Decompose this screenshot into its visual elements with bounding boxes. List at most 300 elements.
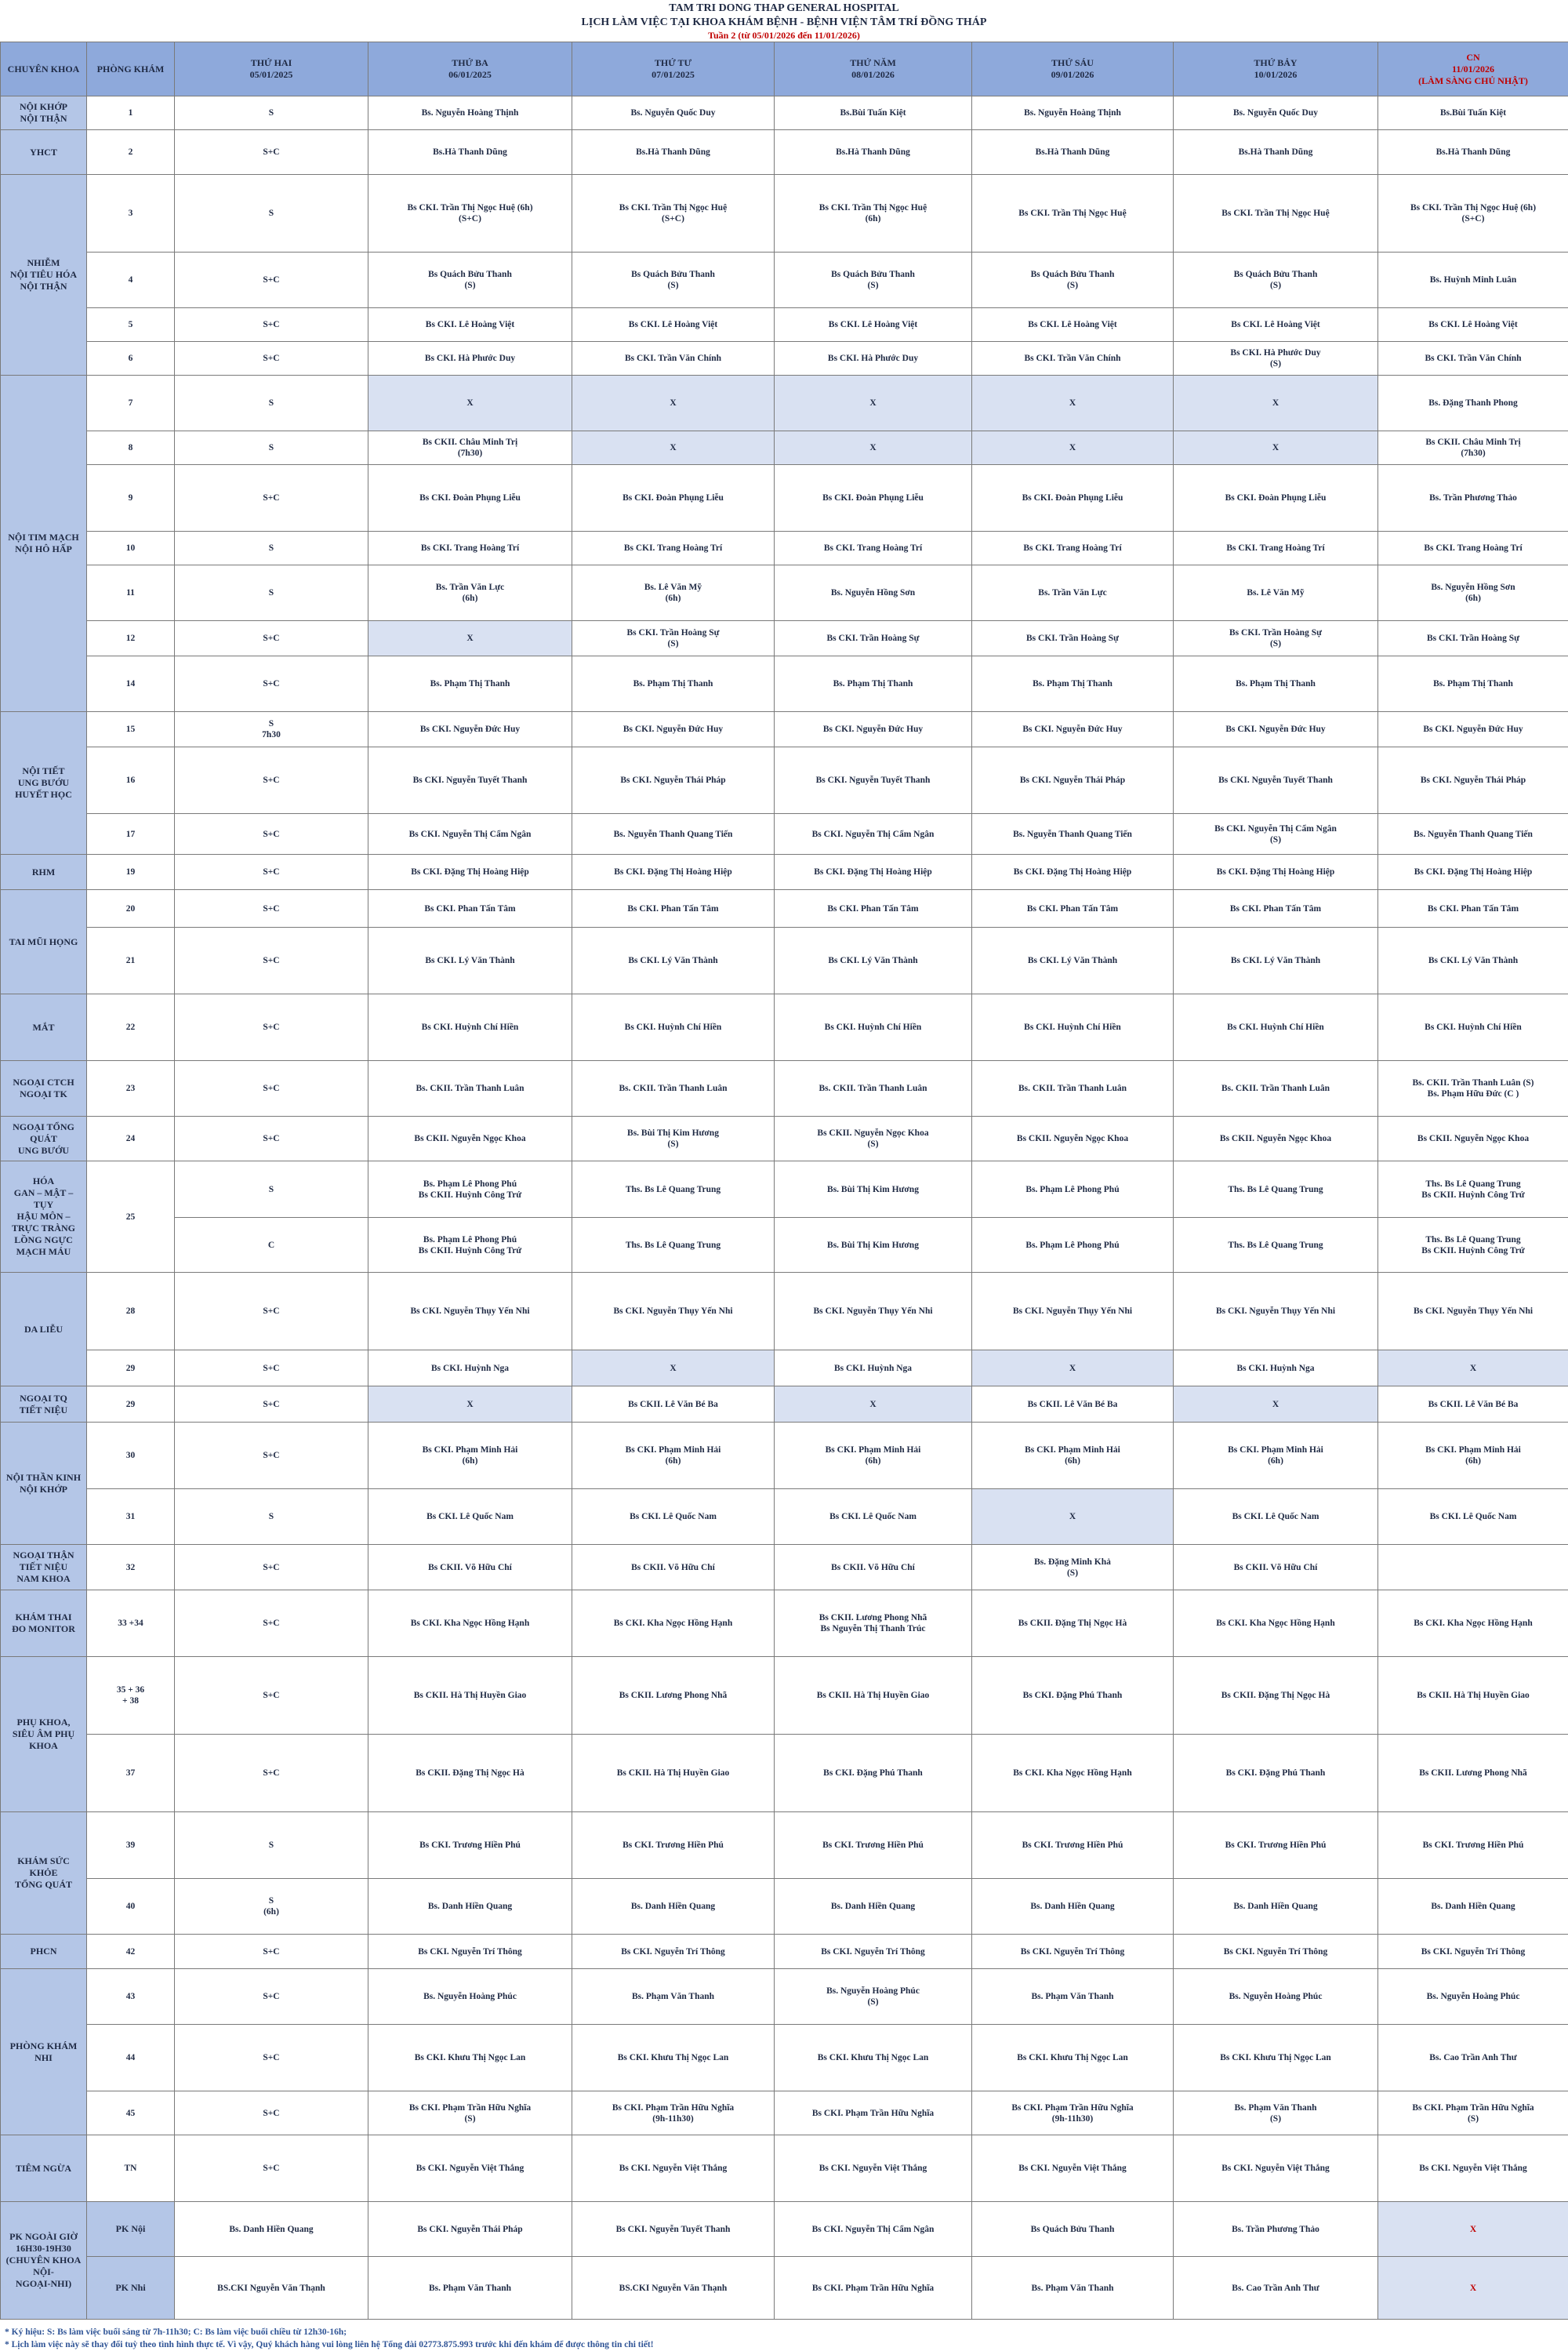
doctor-cell: Bs Quách Bửu Thanh (S) xyxy=(572,253,775,308)
doctor-cell: Bs CKI. Nguyễn Việt Thắng xyxy=(775,2135,972,2202)
col-day-mon xyxy=(175,42,368,96)
room-number: 31 xyxy=(87,1489,175,1545)
table-row xyxy=(1,1545,1568,1590)
doctor-cell: Bs CKI. Nguyễn Thụy Yến Nhi xyxy=(1378,1273,1568,1350)
doctor-cell: BS.CKI Nguyễn Văn Thạnh xyxy=(572,2257,775,2320)
doctor-cell: Bs CKI. Trần Hoàng Sự xyxy=(972,621,1174,656)
shift-code: S (6h) xyxy=(175,1879,368,1935)
doctor-cell: Bs CKII. Hà Thị Huyền Giao xyxy=(572,1735,775,1812)
legend-change-note: * Lịch làm việc này sẽ thay đổi tuỳ theo tình hình thực tế. Vì vậy, Quý khách hàng vui lòng liên hệ Tổng đài 02773.875.993 trước khi đến khám để được thông tin chi tiết! xyxy=(5,2338,1563,2351)
table-row xyxy=(1,1273,1568,1350)
doctor-cell: Bs CKI. Hà Phước Duy (S) xyxy=(1174,342,1378,376)
doctor-cell: Bs Quách Bửu Thanh xyxy=(972,2202,1174,2257)
shift-code: S 7h30 xyxy=(175,712,368,747)
shift-code: S xyxy=(175,1161,368,1218)
room-number: 19 xyxy=(87,855,175,890)
table-row xyxy=(1,1935,1568,1969)
shift-code: S+C xyxy=(175,1935,368,1969)
doctor-cell: Bs CKII. Hà Thị Huyền Giao xyxy=(775,1657,972,1735)
specialty-cell: DA LIỄU xyxy=(1,1273,87,1386)
shift-code: S+C xyxy=(175,855,368,890)
specialty-cell: PHỤ KHOA, SIÊU ÂM PHỤ KHOA xyxy=(1,1657,87,1812)
doctor-cell: Bs. Đặng Thanh Phong xyxy=(1378,376,1568,431)
shift-code: S+C xyxy=(175,2135,368,2202)
doctor-cell: Bs CKI. Phạm Minh Hải (6h) xyxy=(368,1423,572,1489)
shift-code: S+C xyxy=(175,2025,368,2091)
doctor-cell: Bs CKI. Trương Hiền Phú xyxy=(368,1812,572,1879)
shift-code: S+C xyxy=(175,747,368,814)
doctor-cell: Bs CKI. Nguyễn Đức Huy xyxy=(775,712,972,747)
doctor-cell: Bs. Phạm Thị Thanh xyxy=(775,656,972,712)
doctor-cell: Bs. Nguyễn Hoàng Thịnh xyxy=(972,96,1174,130)
doctor-cell: Bs CKI. Phạm Minh Hải (6h) xyxy=(572,1423,775,1489)
doctor-cell: Bs CKI. Đặng Thị Hoàng Hiệp xyxy=(572,855,775,890)
doctor-cell: Bs. Nguyễn Thanh Quang Tiến xyxy=(1378,814,1568,855)
doctor-cell: Bs CKI. Nguyễn Đức Huy xyxy=(1378,712,1568,747)
doctor-cell: Bs CKII. Hà Thị Huyền Giao xyxy=(1378,1657,1568,1735)
doctor-cell: Bs. Bùi Thị Kim Hương (S) xyxy=(572,1117,775,1161)
col-day-tue xyxy=(368,42,572,96)
specialty-cell: KHÁM THAI ĐO MONITOR xyxy=(1,1590,87,1657)
room-number: 30 xyxy=(87,1423,175,1489)
doctor-cell: Bs. Đặng Minh Khả (S) xyxy=(972,1545,1174,1590)
shift-code: S+C xyxy=(175,621,368,656)
day-name: THỨ NĂM xyxy=(777,57,969,69)
doctor-cell: Bs. CKII. Trần Thanh Luân xyxy=(775,1061,972,1117)
doctor-cell: Bs CKI. Huỳnh Chí Hiền xyxy=(368,994,572,1061)
table-row xyxy=(1,2202,1568,2257)
doctor-cell: Bs CKII. Lương Phong Nhã Bs Nguyễn Thị Thanh Trúc xyxy=(775,1590,972,1657)
room-number: 2 xyxy=(87,130,175,175)
room-number: 42 xyxy=(87,1935,175,1969)
doctor-cell: Bs CKI. Phạm Trần Hữu Nghĩa xyxy=(775,2091,972,2135)
doctor-cell: Bs. CKII. Trần Thanh Luân (S) Bs. Phạm Hữu Đức (C ) xyxy=(1378,1061,1568,1117)
doctor-cell: Bs CKI. Nguyễn Trí Thông xyxy=(368,1935,572,1969)
doctor-cell: Bs CKII. Hà Thị Huyền Giao xyxy=(368,1657,572,1735)
doctor-cell: Bs CKI. Lê Hoàng Việt xyxy=(972,308,1174,342)
col-day-fri xyxy=(972,42,1174,96)
doctor-cell: Bs CKI. Kha Ngọc Hồng Hạnh xyxy=(972,1735,1174,1812)
table-row xyxy=(1,1061,1568,1117)
doctor-cell: Bs CKI. Phạm Trần Hữu Nghĩa (9h-11h30) xyxy=(972,2091,1174,2135)
doctor-cell: Bs CKI. Nguyễn Thị Cẩm Ngân xyxy=(775,814,972,855)
doctor-cell: Bs CKI. Trần Hoàng Sự (S) xyxy=(572,621,775,656)
doctor-cell: X xyxy=(572,376,775,431)
table-row xyxy=(1,2025,1568,2091)
specialty-cell: MẮT xyxy=(1,994,87,1061)
table-row xyxy=(1,1423,1568,1489)
doctor-cell: Bs CKI. Khưu Thị Ngọc Lan xyxy=(775,2025,972,2091)
doctor-cell: Bs CKI. Phan Tấn Tâm xyxy=(572,890,775,928)
room-number: 37 xyxy=(87,1735,175,1812)
doctor-cell: Bs CKI. Nguyễn Thị Cẩm Ngân xyxy=(368,814,572,855)
room-number: 20 xyxy=(87,890,175,928)
doctor-cell: Bs CKI. Đặng Thị Hoàng Hiệp xyxy=(1174,855,1378,890)
doctor-cell: Bs CKII. Nguyễn Ngọc Khoa (S) xyxy=(775,1117,972,1161)
table-row xyxy=(1,1812,1568,1879)
doctor-cell: X xyxy=(775,1386,972,1423)
doctor-cell: Bs CKII. Nguyễn Ngọc Khoa xyxy=(1174,1117,1378,1161)
doctor-cell: Bs. Trần Văn Lực xyxy=(972,565,1174,621)
legend-shift-note: * Ký hiệu: S: Bs làm việc buổi sáng từ 7h-11h30; C: Bs làm việc buổi chiều từ 12h30-16h; xyxy=(5,2326,1563,2338)
doctor-cell: Bs CKI. Nguyễn Việt Thắng xyxy=(572,2135,775,2202)
doctor-cell: Bs. Danh Hiền Quang xyxy=(572,1879,775,1935)
doctor-cell: Bs CKI. Nguyễn Thụy Yến Nhi xyxy=(1174,1273,1378,1350)
shift-code: S+C xyxy=(175,1735,368,1812)
doctor-cell: Bs. Phạm Thị Thanh xyxy=(1378,656,1568,712)
doctor-cell: Bs CKI. Trần Văn Chính xyxy=(572,342,775,376)
doctor-cell: Bs CKI. Nguyễn Thị Cẩm Ngân (S) xyxy=(1174,814,1378,855)
table-row xyxy=(1,308,1568,342)
doctor-cell: Bs CKII. Châu Minh Trị (7h30) xyxy=(368,431,572,465)
doctor-cell: Bs CKI. Trần Văn Chính xyxy=(1378,342,1568,376)
room-number: TN xyxy=(87,2135,175,2202)
doctor-cell: Bs.Bùi Tuấn Kiệt xyxy=(775,96,972,130)
doctor-cell: Bs CKI. Huỳnh Chí Hiền xyxy=(972,994,1174,1061)
doctor-cell: Bs CKI. Trương Hiền Phú xyxy=(572,1812,775,1879)
doctor-cell: Bs. Danh Hiền Quang xyxy=(972,1879,1174,1935)
doctor-cell: Bs CKI. Trang Hoàng Trí xyxy=(1378,532,1568,565)
doctor-cell: Bs CKI. Lê Hoàng Việt xyxy=(1378,308,1568,342)
doctor-cell: X xyxy=(572,1350,775,1386)
shift-code: S xyxy=(175,565,368,621)
room-number: 16 xyxy=(87,747,175,814)
doctor-cell: Bs CKI. Lê Quốc Nam xyxy=(368,1489,572,1545)
room-number: 7 xyxy=(87,376,175,431)
shift-code: S+C xyxy=(175,1350,368,1386)
shift-code: S+C xyxy=(175,1386,368,1423)
shift-code: S+C xyxy=(175,308,368,342)
table-row xyxy=(1,712,1568,747)
specialty-cell: PK NGOÀI GIỜ 16H30-19H30 (CHUYÊN KHOA NỘI- NGOẠI-NHI) xyxy=(1,2202,87,2320)
doctor-cell: Bs CKII. Đặng Thị Ngọc Hà xyxy=(972,1590,1174,1657)
doctor-cell: Bs. Phạm Văn Thanh xyxy=(572,1969,775,2025)
doctor-cell: Bs CKII. Võ Hữu Chí xyxy=(572,1545,775,1590)
doctor-cell: Bs CKII. Đặng Thị Ngọc Hà xyxy=(1174,1657,1378,1735)
doctor-cell: Bs CKI. Đoàn Phụng Liễu xyxy=(972,465,1174,532)
room-number: 11 xyxy=(87,565,175,621)
specialty-cell: NỘI THẦN KINH NỘI KHỚP xyxy=(1,1423,87,1545)
doctor-cell: Bs CKII. Lương Phong Nhã xyxy=(1378,1735,1568,1812)
doctor-cell: X xyxy=(572,431,775,465)
doctor-cell: Bs CKI. Nguyễn Thái Pháp xyxy=(368,2202,572,2257)
clinic-cell: PK Nhi xyxy=(87,2257,175,2320)
table-row xyxy=(1,890,1568,928)
doctor-cell: Bs. Phạm Văn Thanh (S) xyxy=(1174,2091,1378,2135)
week-range: Tuần 2 (từ 05/01/2026 đến 11/01/2026) xyxy=(0,30,1568,42)
table-row xyxy=(1,1489,1568,1545)
doctor-cell: Bs. CKII. Trần Thanh Luân xyxy=(368,1061,572,1117)
table-row xyxy=(1,621,1568,656)
shift-code: S+C xyxy=(175,1273,368,1350)
specialty-cell: NGOẠI TỔNG QUÁT UNG BƯỚU xyxy=(1,1117,87,1161)
shift-code: S+C xyxy=(175,342,368,376)
doctor-cell: Bs. Bùi Thị Kim Hương xyxy=(775,1218,972,1273)
doctor-cell: Ths. Bs Lê Quang Trung xyxy=(572,1161,775,1218)
doctor-cell: Bs CKI. Trần Thị Ngọc Huệ xyxy=(1174,175,1378,253)
doctor-cell: Bs. Phạm Thị Thanh xyxy=(572,656,775,712)
specialty-cell: NỘI TIM MẠCH NỘI HÔ HẤP xyxy=(1,376,87,712)
doctor-cell: Bs CKI. Đoàn Phụng Liễu xyxy=(368,465,572,532)
shift-code: S xyxy=(175,96,368,130)
day-name: THỨ HAI xyxy=(177,57,365,69)
table-row xyxy=(1,994,1568,1061)
doctor-cell: Bs.Hà Thanh Dũng xyxy=(972,130,1174,175)
doctor-cell: Bs.Hà Thanh Dũng xyxy=(368,130,572,175)
doctor-cell: Bs CKI. Lý Văn Thành xyxy=(775,928,972,994)
doctor-cell: Bs CKI. Phạm Trần Hữu Nghĩa (S) xyxy=(1378,2091,1568,2135)
room-number: 28 xyxy=(87,1273,175,1350)
doctor-cell: Bs.Hà Thanh Dũng xyxy=(1378,130,1568,175)
room-number: 1 xyxy=(87,96,175,130)
doctor-cell: Bs CKI. Trần Thị Ngọc Huệ (S+C) xyxy=(572,175,775,253)
doctor-cell: Bs. Danh Hiền Quang xyxy=(175,2202,368,2257)
shift-code: S+C xyxy=(175,1061,368,1117)
legend xyxy=(0,2320,1568,2351)
table-row xyxy=(1,96,1568,130)
doctor-cell: Bs. Huỳnh Minh Luân xyxy=(1378,253,1568,308)
doctor-cell: Bs. Danh Hiền Quang xyxy=(1174,1879,1378,1935)
doctor-cell: Bs. Phạm Lê Phong Phú Bs CKII. Huỳnh Công Trứ xyxy=(368,1161,572,1218)
doctor-cell: Bs CKI. Đặng Phú Thanh xyxy=(1174,1735,1378,1812)
table-row xyxy=(1,431,1568,465)
doctor-cell: Bs CKI. Trang Hoàng Trí xyxy=(368,532,572,565)
doctor-cell: Bs CKI. Kha Ngọc Hồng Hạnh xyxy=(572,1590,775,1657)
doctor-cell: Bs CKI. Đặng Thị Hoàng Hiệp xyxy=(972,855,1174,890)
doctor-cell: Bs CKII. Lê Văn Bé Ba xyxy=(572,1386,775,1423)
doctor-cell: Bs. Lê Văn Mỹ (6h) xyxy=(572,565,775,621)
col-specialty: CHUYÊN KHOA xyxy=(1,42,87,96)
doctor-cell: Bs Quách Bửu Thanh (S) xyxy=(368,253,572,308)
doctor-cell: Bs CKI. Đặng Thị Hoàng Hiệp xyxy=(368,855,572,890)
table-row xyxy=(1,465,1568,532)
doctor-cell: Bs. Phạm Thị Thanh xyxy=(368,656,572,712)
doctor-cell: Bs CKI. Nguyễn Thụy Yến Nhi xyxy=(368,1273,572,1350)
doctor-cell: Bs CKI. Huỳnh Chí Hiền xyxy=(1378,994,1568,1061)
doctor-cell: Bs CKII. Nguyễn Ngọc Khoa xyxy=(1378,1117,1568,1161)
doctor-cell: X xyxy=(1174,376,1378,431)
doctor-cell: Bs.Hà Thanh Dũng xyxy=(1174,130,1378,175)
doctor-cell: Bs. Nguyễn Quốc Duy xyxy=(572,96,775,130)
doctor-cell: Bs CKI. Nguyễn Tuyết Thanh xyxy=(1174,747,1378,814)
table-row xyxy=(1,253,1568,308)
doctor-cell: Bs CKI. Phạm Trần Hữu Nghĩa xyxy=(775,2257,972,2320)
room-number: 32 xyxy=(87,1545,175,1590)
doctor-cell: Bs. Trần Phương Thảo xyxy=(1378,465,1568,532)
doctor-cell: Bs CKII. Võ Hữu Chí xyxy=(1174,1545,1378,1590)
table-row xyxy=(1,1350,1568,1386)
doctor-cell: Bs. Nguyễn Hồng Sơn xyxy=(775,565,972,621)
specialty-cell: TAI MŨI HỌNG xyxy=(1,890,87,994)
doctor-cell: Bs. Phạm Thị Thanh xyxy=(972,656,1174,712)
doctor-cell: Bs CKI. Nguyễn Thụy Yến Nhi xyxy=(572,1273,775,1350)
room-number: 10 xyxy=(87,532,175,565)
doctor-cell: Bs CKI. Lý Văn Thành xyxy=(572,928,775,994)
doctor-cell: Bs. Nguyễn Hoàng Thịnh xyxy=(368,96,572,130)
doctor-cell: Bs CKI. Nguyễn Tuyết Thanh xyxy=(775,747,972,814)
shift-code: S+C xyxy=(175,656,368,712)
table-row xyxy=(1,855,1568,890)
doctor-cell: Bs. Nguyễn Thanh Quang Tiến xyxy=(972,814,1174,855)
doctor-cell: Bs. Danh Hiền Quang xyxy=(1378,1879,1568,1935)
table-row xyxy=(1,565,1568,621)
doctor-cell: Bs CKI. Đặng Phú Thanh xyxy=(775,1735,972,1812)
doctor-cell: Ths. Bs Lê Quang Trung Bs CKII. Huỳnh Công Trứ xyxy=(1378,1218,1568,1273)
doctor-cell: Bs. Nguyễn Thanh Quang Tiến xyxy=(572,814,775,855)
doctor-cell: Bs. Phạm Văn Thanh xyxy=(972,2257,1174,2320)
doctor-cell: Bs CKI. Nguyễn Việt Thắng xyxy=(1174,2135,1378,2202)
shift-code: S+C xyxy=(175,814,368,855)
doctor-cell: Bs. Cao Trần Anh Thư xyxy=(1174,2257,1378,2320)
doctor-cell: Bs CKI. Nguyễn Thụy Yến Nhi xyxy=(972,1273,1174,1350)
table-row xyxy=(1,1969,1568,2025)
doctor-cell: Bs CKII. Võ Hữu Chí xyxy=(775,1545,972,1590)
schedule-table xyxy=(0,42,1568,2320)
shift-code: S+C xyxy=(175,1423,368,1489)
doctor-cell: Bs CKI. Kha Ngọc Hồng Hạnh xyxy=(368,1590,572,1657)
doctor-cell: Bs CKI. Khưu Thị Ngọc Lan xyxy=(972,2025,1174,2091)
room-number: 5 xyxy=(87,308,175,342)
shift-code: S+C xyxy=(175,928,368,994)
room-number: 44 xyxy=(87,2025,175,2091)
doctor-cell: Bs CKI. Huỳnh Nga xyxy=(1174,1350,1378,1386)
doctor-cell: Bs CKI. Phan Tấn Tâm xyxy=(1174,890,1378,928)
doctor-cell: Bs CKI. Phạm Minh Hải (6h) xyxy=(775,1423,972,1489)
doctor-cell: Bs. Cao Trần Anh Thư xyxy=(1378,2025,1568,2091)
table-row xyxy=(1,1879,1568,1935)
doctor-cell: X xyxy=(368,376,572,431)
day-date: 07/01/2025 xyxy=(575,69,771,81)
shift-code: S+C xyxy=(175,890,368,928)
doctor-cell: Bs CKI. Trang Hoàng Trí xyxy=(1174,532,1378,565)
table-row xyxy=(1,1657,1568,1735)
doctor-cell: Bs CKI. Đặng Thị Hoàng Hiệp xyxy=(1378,855,1568,890)
schedule-body xyxy=(1,96,1568,2320)
specialty-cell: PHÒNG KHÁM NHI xyxy=(1,1969,87,2135)
table-row xyxy=(1,2091,1568,2135)
room-number: 23 xyxy=(87,1061,175,1117)
doctor-cell: Bs CKI. Khưu Thị Ngọc Lan xyxy=(1174,2025,1378,2091)
doctor-cell: Bs CKI. Đoàn Phụng Liễu xyxy=(775,465,972,532)
doctor-cell: Bs CKI. Nguyễn Việt Thắng xyxy=(1378,2135,1568,2202)
doctor-cell: Bs CKII. Lê Văn Bé Ba xyxy=(1378,1386,1568,1423)
shift-code: S+C xyxy=(175,2091,368,2135)
specialty-cell: NGOẠI CTCH NGOẠI TK xyxy=(1,1061,87,1117)
shift-code: S+C xyxy=(175,465,368,532)
shift-code: S+C xyxy=(175,994,368,1061)
table-row xyxy=(1,1735,1568,1812)
shift-code: S+C xyxy=(175,1117,368,1161)
specialty-cell: NỘI TIẾT UNG BƯỚU HUYẾT HỌC xyxy=(1,712,87,855)
doctor-cell: X xyxy=(368,621,572,656)
table-row xyxy=(1,928,1568,994)
doctor-cell: Bs. Phạm Lê Phong Phú xyxy=(972,1218,1174,1273)
day-note: (LÀM SÀNG CHỦ NHẬT) xyxy=(1381,75,1566,87)
day-date: 10/01/2026 xyxy=(1176,69,1375,81)
doctor-cell: Bs CKI. Nguyễn Tuyết Thanh xyxy=(572,2202,775,2257)
shift-code: S xyxy=(175,376,368,431)
doctor-cell: Bs CKI. Lê Quốc Nam xyxy=(572,1489,775,1545)
doctor-cell: Bs. Bùi Thị Kim Hương xyxy=(775,1161,972,1218)
col-day-thu xyxy=(775,42,972,96)
room-number: 39 xyxy=(87,1812,175,1879)
doctor-cell: Bs CKI. Khưu Thị Ngọc Lan xyxy=(368,2025,572,2091)
day-date: 11/01/2026 xyxy=(1381,64,1566,75)
table-row xyxy=(1,1218,1568,1273)
specialty-cell: KHÁM SỨC KHỎE TỔNG QUÁT xyxy=(1,1812,87,1935)
shift-code: C xyxy=(175,1218,368,1273)
doctor-cell: Bs. Nguyễn Hoàng Phúc xyxy=(368,1969,572,2025)
doctor-cell: Bs CKI. Lý Văn Thành xyxy=(368,928,572,994)
doctor-cell: Bs CKI. Nguyễn Thái Pháp xyxy=(1378,747,1568,814)
doctor-cell: Bs CKI. Trương Hiền Phú xyxy=(1174,1812,1378,1879)
table-row xyxy=(1,130,1568,175)
room-number: 25 xyxy=(87,1161,175,1273)
doctor-cell: Bs Quách Bửu Thanh (S) xyxy=(972,253,1174,308)
doctor-cell: Bs CKI. Kha Ngọc Hồng Hạnh xyxy=(1378,1590,1568,1657)
doctor-cell: Bs CKI. Huỳnh Chí Hiền xyxy=(1174,994,1378,1061)
shift-code: S xyxy=(175,1812,368,1879)
doctor-cell: Ths. Bs Lê Quang Trung Bs CKII. Huỳnh Công Trứ xyxy=(1378,1161,1568,1218)
room-number: 43 xyxy=(87,1969,175,2025)
table-row xyxy=(1,342,1568,376)
doctor-cell: Bs Quách Bửu Thanh (S) xyxy=(775,253,972,308)
shift-code: S xyxy=(175,175,368,253)
doctor-cell: Bs. Phạm Văn Thanh xyxy=(972,1969,1174,2025)
doctor-cell: X xyxy=(775,376,972,431)
doctor-cell: Ths. Bs Lê Quang Trung xyxy=(572,1218,775,1273)
doctor-cell: Bs CKI. Lý Văn Thành xyxy=(1378,928,1568,994)
doctor-cell: Bs CKI. Nguyễn Trí Thông xyxy=(972,1935,1174,1969)
room-number: 33 +34 xyxy=(87,1590,175,1657)
sunday-cell: X xyxy=(1378,2202,1568,2257)
specialty-cell: TIÊM NGỪA xyxy=(1,2135,87,2202)
specialty-cell: HÓA GAN – MẬT – TỤY HẬU MÔN – TRỰC TRÀNG LỒNG NGỰC MẠCH MÁU xyxy=(1,1161,87,1273)
doctor-cell: Bs CKI. Lý Văn Thành xyxy=(972,928,1174,994)
table-row xyxy=(1,1386,1568,1423)
table-row xyxy=(1,376,1568,431)
doctor-cell: Bs CKI. Nguyễn Thụy Yến Nhi xyxy=(775,1273,972,1350)
room-number: 22 xyxy=(87,994,175,1061)
doctor-cell: Bs CKI. Phan Tấn Tâm xyxy=(775,890,972,928)
doctor-cell: Bs CKI. Nguyễn Tuyết Thanh xyxy=(368,747,572,814)
doctor-cell: Bs. Nguyễn Hoàng Phúc (S) xyxy=(775,1969,972,2025)
doctor-cell: Ths. Bs Lê Quang Trung xyxy=(1174,1161,1378,1218)
doctor-cell: Bs CKI. Đoàn Phụng Liễu xyxy=(572,465,775,532)
sunday-cell: X xyxy=(1378,2257,1568,2320)
room-number: 3 xyxy=(87,175,175,253)
doctor-cell: Bs CKI. Trần Thị Ngọc Huệ (6h) (S+C) xyxy=(368,175,572,253)
specialty-cell: NỘI KHỚP NỘI THẬN xyxy=(1,96,87,130)
day-name: CN xyxy=(1381,52,1566,64)
doctor-cell: Bs CKI. Lê Hoàng Việt xyxy=(572,308,775,342)
doctor-cell: Bs CKI. Nguyễn Trí Thông xyxy=(775,1935,972,1969)
doctor-cell: Bs CKI. Huỳnh Chí Hiền xyxy=(775,994,972,1061)
doctor-cell: Bs CKI. Trần Thị Ngọc Huệ (6h) xyxy=(775,175,972,253)
day-name: THỨ SÁU xyxy=(975,57,1171,69)
doctor-cell: Bs CKI. Nguyễn Trí Thông xyxy=(1174,1935,1378,1969)
doctor-cell: Bs. Danh Hiền Quang xyxy=(775,1879,972,1935)
col-day-sat xyxy=(1174,42,1378,96)
doctor-cell: Bs CKI. Lê Hoàng Việt xyxy=(775,308,972,342)
doctor-cell: Bs CKI. Phạm Trần Hữu Nghĩa (S) xyxy=(368,2091,572,2135)
doctor-cell: Bs CKI. Nguyễn Thái Pháp xyxy=(572,747,775,814)
doctor-cell: Bs CKI. Trương Hiền Phú xyxy=(775,1812,972,1879)
doctor-cell: Bs CKII. Nguyễn Ngọc Khoa xyxy=(368,1117,572,1161)
specialty-cell: PHCN xyxy=(1,1935,87,1969)
doctor-cell: X xyxy=(972,1350,1174,1386)
doctor-cell: Bs CKI. Nguyễn Việt Thắng xyxy=(368,2135,572,2202)
